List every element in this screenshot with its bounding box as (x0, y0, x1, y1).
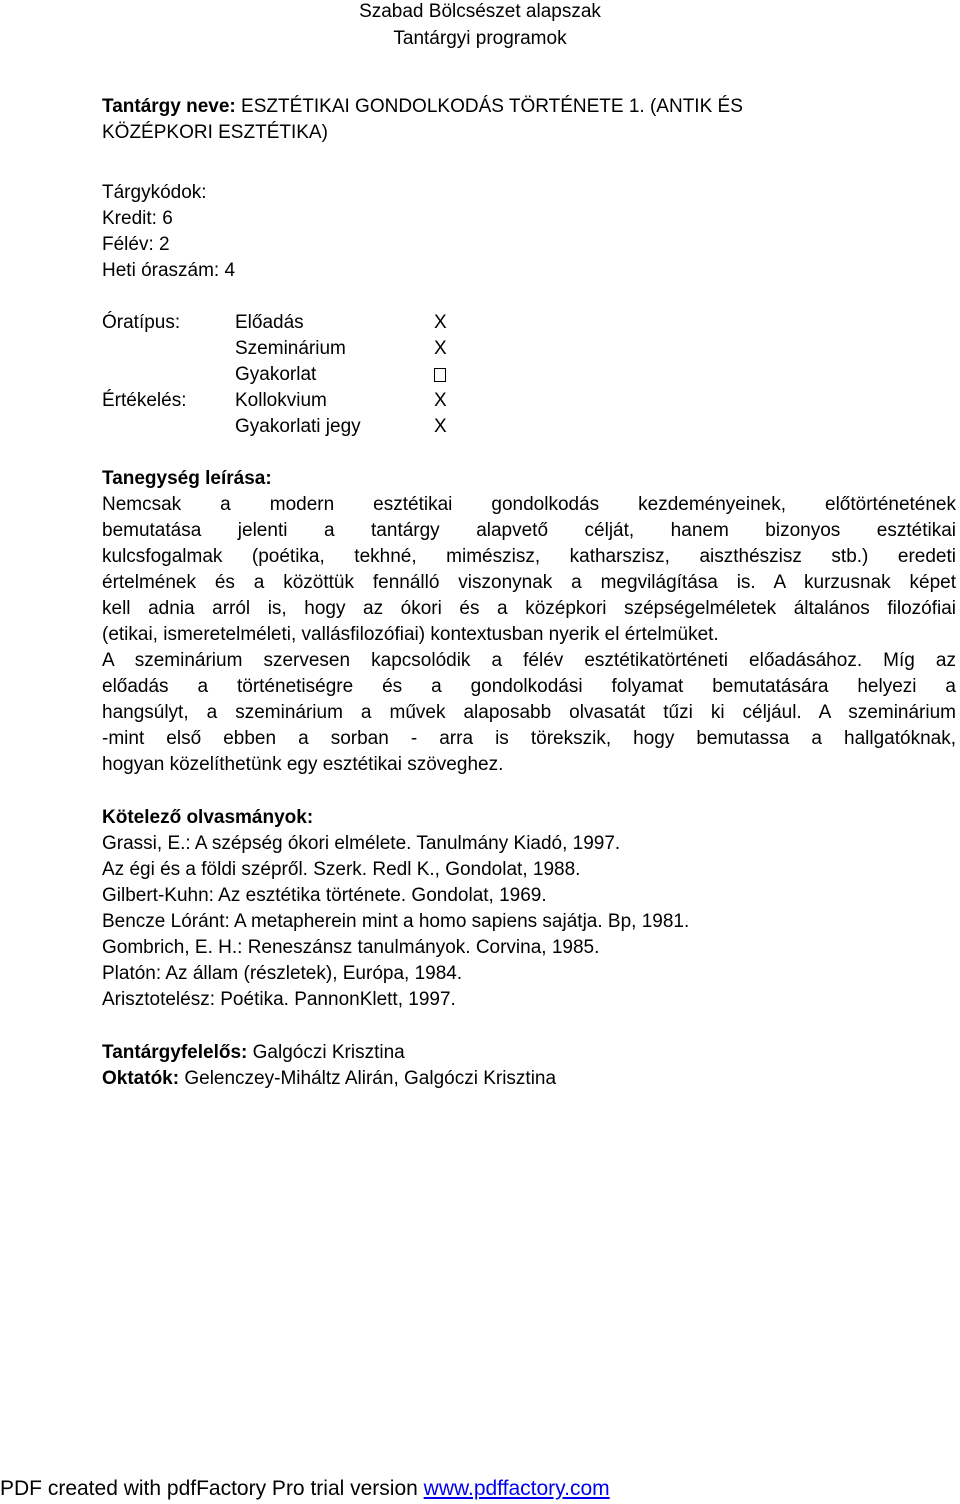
class-type-row (102, 362, 956, 388)
evaluation-row (102, 388, 956, 414)
description-line: hogyan közelíthetünk egy esztétikai szöveghez. (102, 754, 504, 775)
class-type-name: Előadás (235, 312, 304, 333)
course-name-label: Tantárgy neve: (102, 96, 236, 117)
evaluation-name: Kollokvium (235, 390, 327, 411)
class-type-row (102, 310, 956, 336)
reading-item: Arisztotelész: Poétika. PannonKlett, 1997. (102, 989, 456, 1010)
class-type-label: Óratípus: (102, 312, 181, 333)
reading-item: Gilbert-Kuhn: Az esztétika története. Gondolat, 1969. (102, 885, 547, 906)
description-line: előadás a történetiségre és a gondolkodási folyamat bemutatására helyezi a (102, 676, 956, 697)
empty-checkbox-icon (434, 362, 446, 390)
readings-section (102, 805, 956, 1013)
evaluation-mark: X (434, 416, 447, 437)
header-subtitle: Tantárgyi programok (393, 28, 567, 49)
responsible-label: Tantárgyfelelős: (102, 1042, 248, 1063)
description-section (102, 466, 956, 778)
course-title (102, 94, 956, 146)
evaluation-row (102, 414, 956, 440)
course-weekly-hours: Heti óraszám: 4 (102, 260, 236, 281)
description-line: hangsúlyt, a szeminárium a művek alaposabb olvasatát tűzi ki céljául. A szeminárium (102, 702, 956, 723)
teachers-label: Oktatók: (102, 1068, 180, 1089)
staff-section (102, 1040, 956, 1092)
pdf-footer (0, 1475, 610, 1503)
course-semester: Félév: 2 (102, 234, 170, 255)
reading-item: Bencze Lóránt: A metapherein mint a homo sapiens sajátja. Bp, 1981. (102, 911, 690, 932)
course-name-line2: KÖZÉPKORI ESZTÉTIKA) (102, 122, 328, 143)
reading-item: Az égi és a földi szépről. Szerk. Redl K., Gondolat, 1988. (102, 859, 581, 880)
description-line: kell adnia arról is, hogy az ókori és a középkori szépségelméletek általános filozófiai (102, 598, 956, 619)
evaluation-label: Értékelés: (102, 390, 187, 411)
readings-heading: Kötelező olvasmányok: (102, 807, 314, 828)
description-text (102, 492, 956, 778)
course-name-line1: ESZTÉTIKAI GONDOLKODÁS TÖRTÉNETE 1. (ANTIK ÉS (241, 96, 743, 117)
class-type-mark: X (434, 312, 447, 333)
page-header (0, 0, 960, 52)
teachers-names: Gelenczey-Miháltz Alirán, Galgóczi Krisztina (184, 1068, 557, 1089)
class-type-name: Gyakorlat (235, 364, 317, 385)
class-type-row (102, 336, 956, 362)
description-line: kulcsfogalmak (poétika, tekhné, mimészisz, katharszisz, aiszthészisz stb.) eredeti (102, 546, 956, 567)
course-credit: Kredit: 6 (102, 208, 173, 229)
description-heading: Tanegység leírása: (102, 468, 272, 489)
class-type-name: Szeminárium (235, 338, 346, 359)
header-program: Szabad Bölcsészet alapszak (359, 1, 601, 22)
course-meta (102, 180, 956, 284)
description-line: értelmének és a közöttük fennálló viszonynak a megvilágítása is. A kurzusnak képet (102, 572, 956, 593)
description-line: A szeminárium szervesen kapcsolódik a félév esztétikatörténeti előadásához. Míg az (102, 650, 956, 671)
reading-item: Platón: Az állam (részletek), Európa, 1984. (102, 963, 463, 984)
reading-item: Gombrich, E. H.: Reneszánsz tanulmányok. Corvina, 1985. (102, 937, 600, 958)
evaluation-name: Gyakorlati jegy (235, 416, 361, 437)
evaluation-mark: X (434, 390, 447, 411)
course-code: Tárgykódok: (102, 182, 207, 203)
description-line: Nemcsak a modern esztétikai gondolkodás kezdeményeinek, előtörténetének (102, 494, 956, 515)
footer-text: PDF created with pdfFactory Pro trial version (0, 1477, 424, 1500)
description-line: (etikai, ismeretelméleti, vallásfilozófiai) kontextusban nyerik el értelmüket. (102, 624, 719, 645)
responsible-name: Galgóczi Krisztina (252, 1042, 405, 1063)
class-type-grid (102, 310, 956, 440)
footer-link[interactable]: www.pdffactory.com (423, 1477, 610, 1500)
class-type-mark: X (434, 338, 447, 359)
reading-item: Grassi, E.: A szépség ókori elmélete. Tanulmány Kiadó, 1997. (102, 833, 621, 854)
description-line: -mint első ebben a sorban - arra is törekszik, hogy bemutassa a hallgatóknak, (102, 728, 956, 749)
description-line: bemutatása jelenti a tantárgy alapvető célját, hanem bizonyos esztétikai (102, 520, 956, 541)
